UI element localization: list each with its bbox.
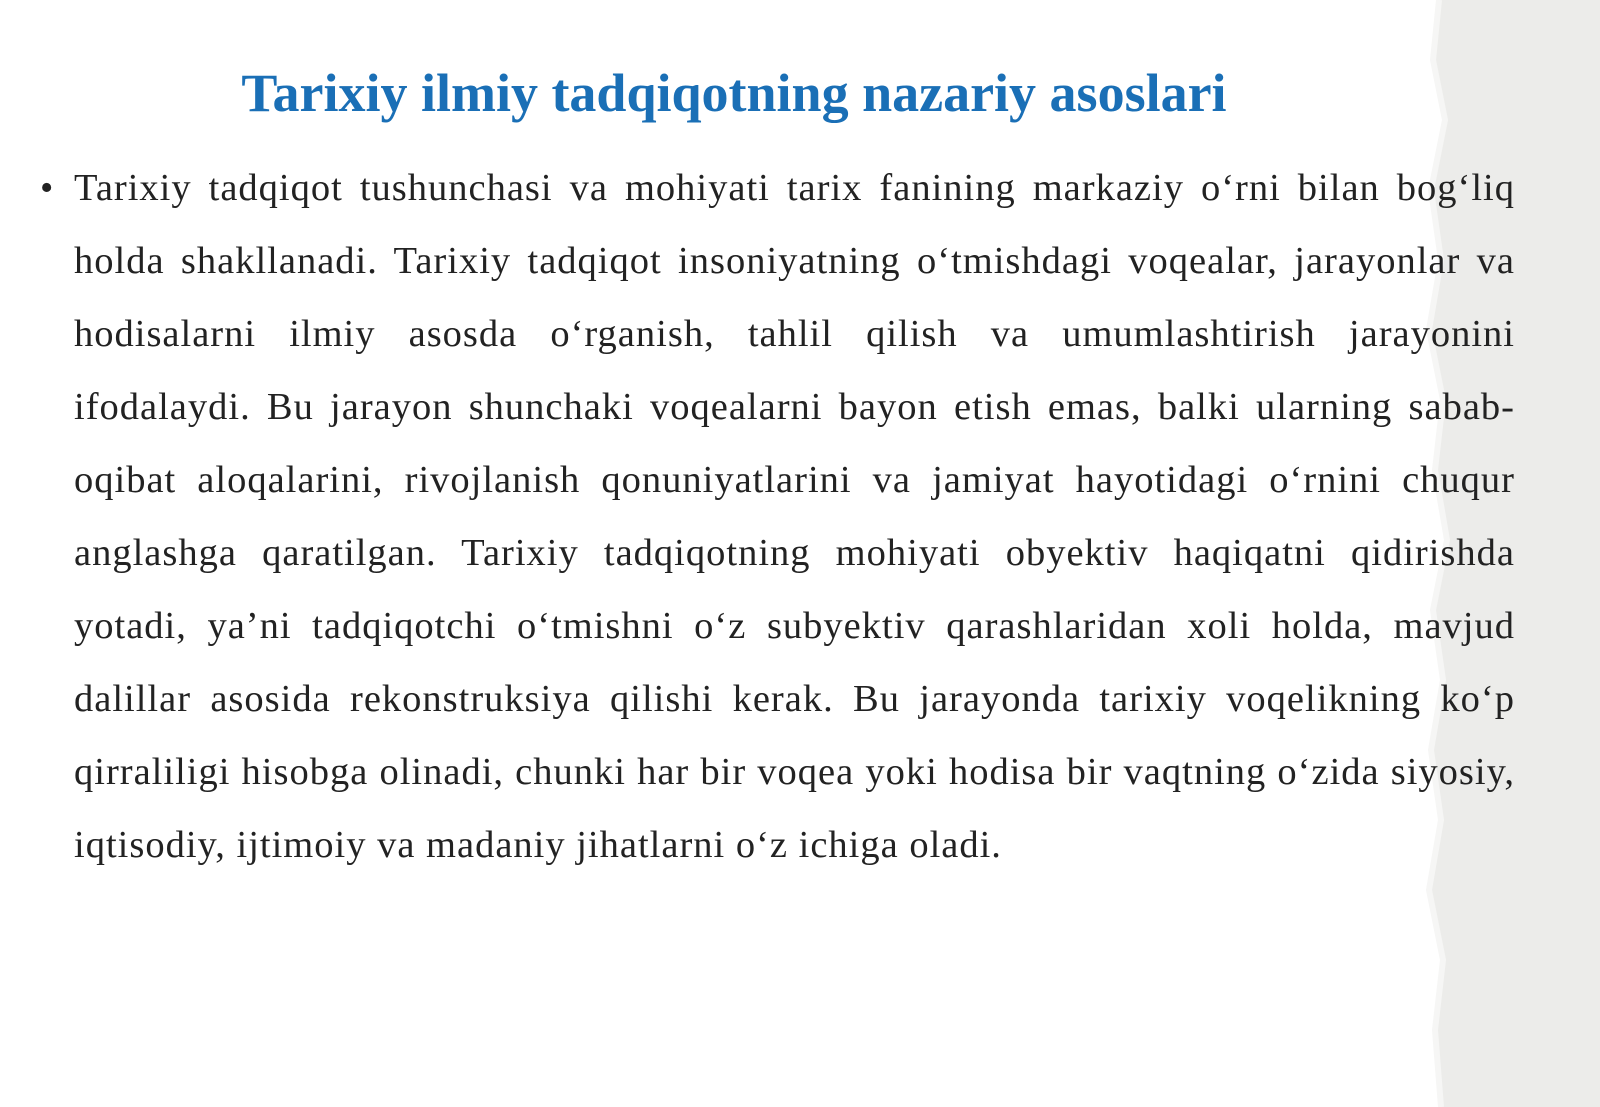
bullet-item — [40, 152, 1515, 882]
slide-body — [40, 152, 1515, 882]
bullet-icon: • — [40, 167, 54, 209]
bullet-text: Tarixiy tadqiqot tushunchasi va mohiyati tarix fanining markaziy o‘rni bilan bog‘liq holda shakllanadi. Tarixiy tadqiqot insoniyatning o‘tmishdagi voqealar, jarayonlar va hodisalarni ilmiy asosda o‘rganish, tahlil qilish va umumlashtirish jarayonini ifodalaydi. Bu jarayon shunchaki voqealarni bayon etish emas, balki ularning sabab-oqibat aloqalarini, rivojlanish qonuniyatlarini va jamiyat hayotidagi o‘rnini chuqur anglashga qaratilgan. Tarixiy tadqiqotning mohiyati obyektiv haqiqatni qidirishda yotadi, ya’ni tadqiqotchi o‘tmishni o‘z subyektiv qarashlaridan xoli holda, mavjud dalillar asosida rekonstruksiya qilishi kerak. Bu jarayonda tarixiy voqelikning ko‘p qirraliligi hisobga olinadi, chunki har bir voqea yoki hodisa bir vaqtning o‘zida siyosiy, iqtisodiy, ijtimoiy va madaniy jihatlarni o‘z ichiga oladi. — [74, 167, 1515, 866]
slide-title: Tarixiy ilmiy tadqiqotning nazariy asoslari — [241, 63, 1227, 123]
